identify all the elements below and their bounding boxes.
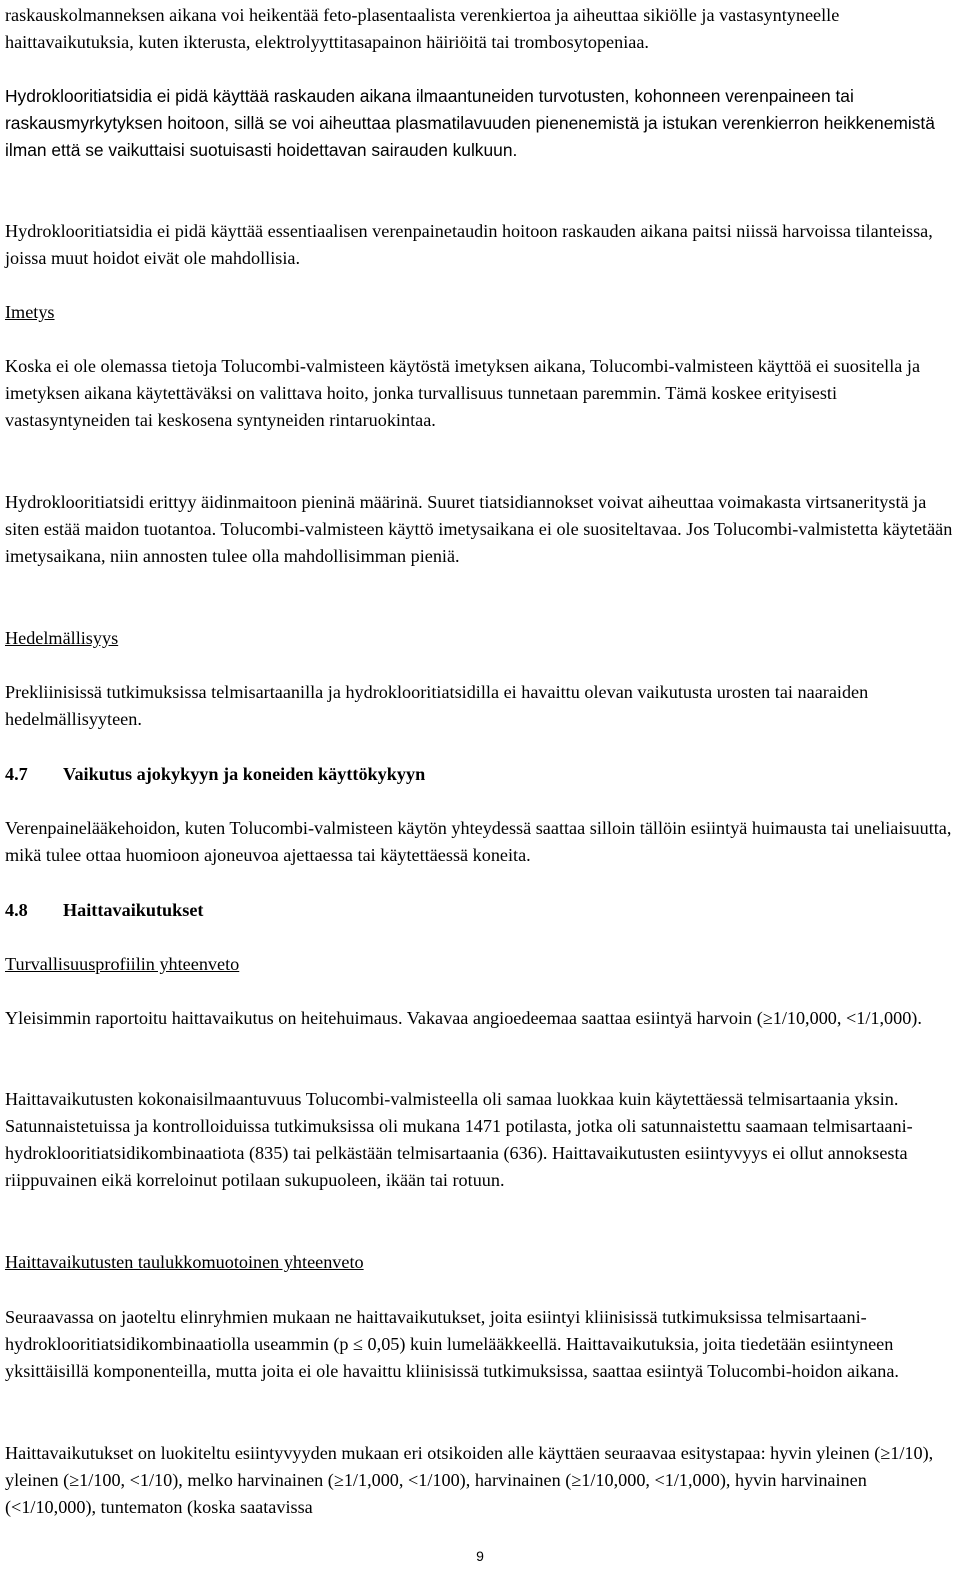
paragraph-4-7: Verenpainelääkehoidon, kuten Tolucombi-valmisteen käytön yhteydessä saattaa silloin tällöin esiintyä huimausta tai uneliaisuutta, mikä tulee ottaa huomioon ajoneuvoa ajettaessa tai käytettäessä koneita. [5, 818, 952, 866]
paragraph-hedelmallisyys: Prekliinisissä tutkimuksissa telmisartaanilla ja hydroklooritiatsidilla ei havaittu olevan vaikutusta urosten tai naaraiden hedelmällisyyteen. [5, 682, 869, 730]
intro-paragraph-serif: raskauskolmanneksen aikana voi heikentää feto-plasentaalista verenkiertoa ja aiheuttaa sikiölle ja vastasyntyneelle haittavaikutuksia, kuten ikterusta, elektrolyyttitasapainon häiriöitä tai trombosytopeniaa. [5, 5, 840, 53]
section-title: Vaikutus ajokykyyn ja koneiden käyttökykyyn [63, 764, 426, 784]
paragraph-imetys-1: Koska ei ole olemassa tietoja Tolucombi-valmisteen käytöstä imetyksen aikana, Tolucombi-valmisteen käyttöä ei suositella ja imetyksen aikana käytettäväksi on valittava hoito, jonka turvallisuus tunnetaan paremmin. Tämä koskee erityisesti vastasyntyneiden tai keskosena syntyneiden rintaruokintaa. [5, 356, 921, 431]
heading-turvallisuusprofiili: Turvallisuusprofiilin yhteenveto [5, 954, 240, 974]
page-number: 9 [476, 1548, 484, 1564]
paragraph-taulukko-2: Haittavaikutukset on luokiteltu esiintyvyyden mukaan eri otsikoiden alle käyttäen seuraavaa esitystapaa: hyvin yleinen (≥1/10), yleinen (≥1/100, <1/10), melko harvinainen (≥1/1,000, <1/100), harvinainen (≥1/10,000, <1/1,000), hyvin harvinainen (<1/10,000), tuntematon (koska saatavissa [5, 1443, 934, 1518]
section-heading-4-8 [5, 897, 203, 924]
paragraph-profiili-1: Yleisimmin raportoitu haittavaikutus on heitehuimaus. Vakavaa angioedeemaa saattaa esiintyä harvoin (≥1/10,000, <1/1,000). [5, 1008, 922, 1028]
heading-hedelmallisyys: Hedelmällisyys [5, 628, 119, 648]
section-number: 4.8 [5, 900, 28, 920]
heading-imetys: Imetys [5, 302, 55, 322]
intro-paragraph-sans: Hydroklooritiatsidia ei pidä käyttää raskauden aikana ilmaantuneiden turvotusten, kohonneen verenpaineen tai raskausmyrkytyksen hoitoon, sillä se voi aiheuttaa plasmatilavuuden pienenemistä ja istukan verenkierron heikkenemistä ilman että se vaikuttaisi suotuisasti hoidettavan sairauden kulkuun. [5, 86, 935, 161]
paragraph-imetys-2: Hydroklooritiatsidi erittyy äidinmaitoon pieninä määrinä. Suuret tiatsidiannokset voivat aiheuttaa voimakasta virtsaneritystä ja siten estää maidon tuotantoa. Tolucombi-valmisteen käyttö imetysaikana ei ole suositeltavaa. Jos Tolucombi-valmistetta käytetään imetysaikana, niin annosten tulee olla mahdollisimman pieniä. [5, 492, 953, 567]
paragraph-taulukko-1: Seuraavassa on jaoteltu elinryhmien mukaan ne haittavaikutukset, joita esiintyi kliinisissä tutkimuksissa telmisartaani-hydroklooritiatsidikombinaatiolla useammin (p ≤ 0,05) kuin lumelääkkeellä. Haittavaikutuksia, joita tiedetään esiintyneen yksittäisillä komponenteilla, mutta joita ei ole havaittu kliinisissä tutkimuksissa, saattaa esiintyä Tolucombi-hoidon aikana. [5, 1307, 899, 1382]
section-number: 4.7 [5, 764, 28, 784]
heading-taulukko: Haittavaikutusten taulukkomuotoinen yhteenveto [5, 1252, 364, 1272]
paragraph-essential-hypertension: Hydroklooritiatsidia ei pidä käyttää essentiaalisen verenpainetaudin hoitoon raskauden aikana paitsi niissä harvoissa tilanteissa, joissa muut hoidot eivät ole mahdollisia. [5, 221, 933, 269]
section-heading-4-7 [5, 761, 425, 788]
paragraph-profiili-2: Haittavaikutusten kokonaisilmaantuvuus Tolucombi-valmisteella oli samaa luokkaa kuin käytettäessä telmisartaania yksin. Satunnaistetuissa ja kontrolloiduissa tutkimuksissa oli mukana 1471 potilasta, jotka oli satunnaistettu saamaan telmisartaani-hydroklooritiatsidikombinaatiota (835) tai pelkästään telmisartaania (636). Haittavaikutusten esiintyvyys ei ollut annoksesta riippuvainen eikä korreloinut potilaan sukupuoleen, ikään tai rotuun. [5, 1089, 913, 1191]
section-title: Haittavaikutukset [63, 900, 204, 920]
